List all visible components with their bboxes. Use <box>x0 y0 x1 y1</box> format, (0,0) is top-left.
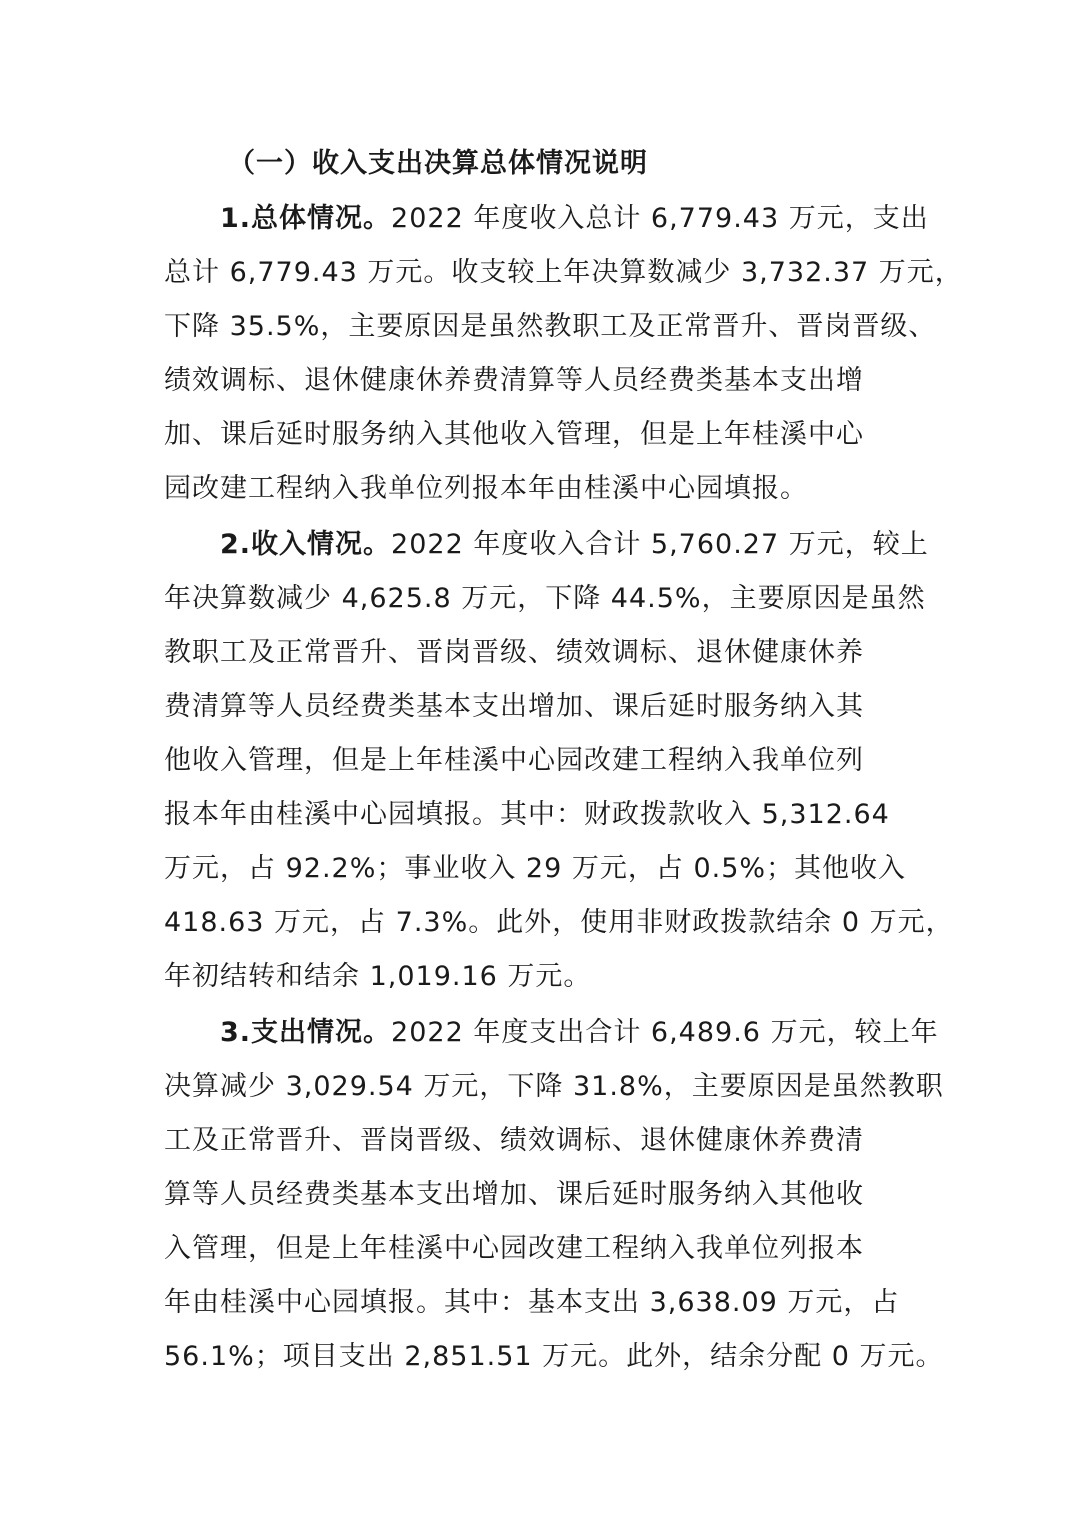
paragraph-line <box>164 1117 864 1165</box>
line-text: 加、课后延时服务纳入其他收入管理，但是上年桂溪中心 <box>164 419 864 450</box>
paragraph-line <box>164 1171 864 1219</box>
line-text: 56.1%；项目支出 2,851.51 万元。此外，结余分配 0 万元。 <box>164 1341 944 1372</box>
paragraph-line <box>220 521 929 569</box>
paragraph-line <box>220 195 929 243</box>
section-heading: （一）收入支出决算总体情况说明 <box>228 148 648 179</box>
paragraph-line <box>164 629 864 677</box>
line-text: 教职工及正常晋升、晋岗晋级、绩效调标、退休健康休养 <box>164 637 864 668</box>
paragraph-lead: 2.收入情况。 <box>220 529 392 560</box>
line-text: 入管理，但是上年桂溪中心园改建工程纳入我单位列报本 <box>164 1233 864 1264</box>
paragraph-line <box>164 465 808 513</box>
paragraph-line <box>220 1009 939 1057</box>
paragraph-line <box>164 411 864 459</box>
line-text: 418.63 万元，占 7.3%。此外，使用非财政拨款结余 0 万元， <box>164 907 954 938</box>
line-text: 年决算数减少 4,625.8 万元，下降 44.5%，主要原因是虽然 <box>164 583 926 614</box>
line-text: 年由桂溪中心园填报。其中：基本支出 3,638.09 万元，占 <box>164 1287 900 1318</box>
paragraph-lead: 1.总体情况。 <box>220 203 392 234</box>
line-text: 园改建工程纳入我单位列报本年由桂溪中心园填报。 <box>164 473 808 504</box>
paragraph-line <box>164 249 963 297</box>
line-text: 报本年由桂溪中心园填报。其中：财政拨款收入 5,312.64 <box>164 799 890 830</box>
line-text: 2022 年度收入合计 5,760.27 万元，较上 <box>391 529 929 560</box>
line-text: 他收入管理，但是上年桂溪中心园改建工程纳入我单位列 <box>164 745 864 776</box>
line-text: 年初结转和结余 1,019.16 万元。 <box>164 961 592 992</box>
line-text: 决算减少 3,029.54 万元，下降 31.8%，主要原因是虽然教职 <box>164 1071 944 1102</box>
paragraph-line <box>164 1225 864 1273</box>
line-text: 下降 35.5%，主要原因是虽然教职工及正常晋升、晋岗晋级、 <box>164 311 937 342</box>
paragraph-line <box>164 683 864 731</box>
paragraph-line <box>164 575 926 623</box>
paragraph-line <box>164 737 864 785</box>
paragraph-line <box>164 357 864 405</box>
paragraph-line <box>164 953 591 1001</box>
paragraph-line <box>164 1279 899 1327</box>
line-text: 总计 6,779.43 万元。收支较上年决算数减少 3,732.37 万元， <box>164 257 963 288</box>
paragraph-line <box>164 845 906 893</box>
paragraph-line <box>164 899 954 947</box>
line-text: 万元，占 92.2%；事业收入 29 万元，占 0.5%；其他收入 <box>164 853 907 884</box>
paragraph-line <box>164 303 936 351</box>
paragraph-line <box>164 1333 944 1381</box>
line-text: 绩效调标、退休健康休养费清算等人员经费类基本支出增 <box>164 365 864 396</box>
paragraph-lead: 3.支出情况。 <box>220 1017 392 1048</box>
line-text: 工及正常晋升、晋岗晋级、绩效调标、退休健康休养费清 <box>164 1125 864 1156</box>
line-text: 2022 年度收入总计 6,779.43 万元，支出 <box>391 203 929 234</box>
paragraph-line <box>164 1063 944 1111</box>
line-text: 费清算等人员经费类基本支出增加、课后延时服务纳入其 <box>164 691 864 722</box>
paragraph-line <box>164 791 890 839</box>
line-text: 2022 年度支出合计 6,489.6 万元，较上年 <box>391 1017 939 1048</box>
line-text: 算等人员经费类基本支出增加、课后延时服务纳入其他收 <box>164 1179 864 1210</box>
